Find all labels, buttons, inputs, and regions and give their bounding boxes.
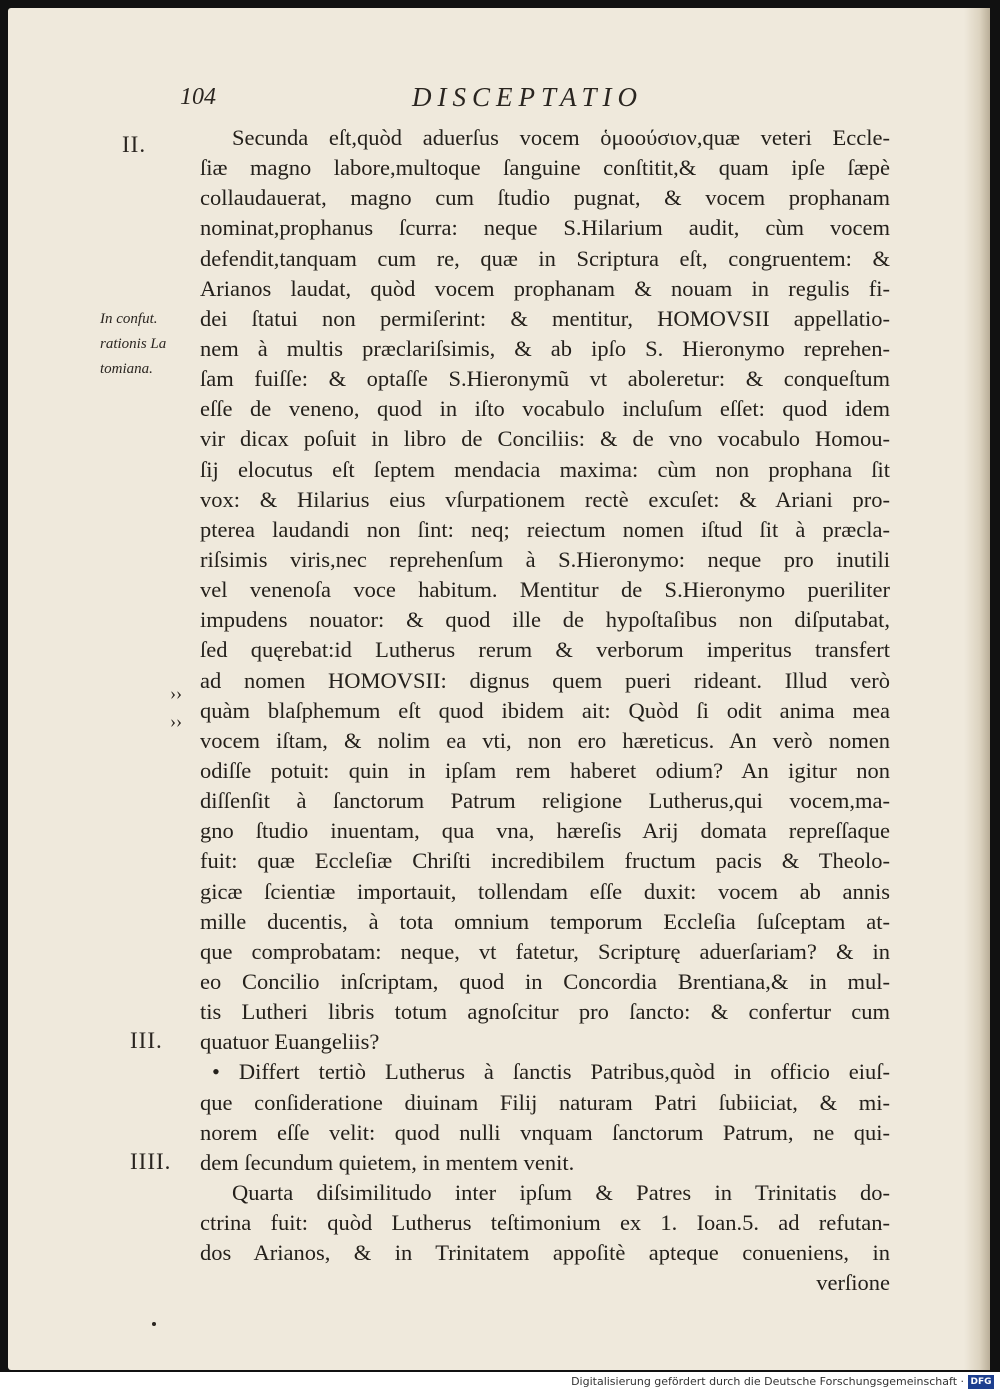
text-line: ſiæ magno labore,multoque ſanguine conſtitit,& quam ipſe ſæpè [200, 155, 890, 181]
dfg-logo-icon: DFG [968, 1375, 994, 1389]
text-line: vel venenoſa voce habitum. Mentitur de S.Hieronymo pueriliter [200, 577, 890, 603]
text-line: impudens nouator: & quod ille de hypoſtaſibus non diſputabat, [200, 607, 890, 633]
text-line: quatuor Euangeliis? [200, 1029, 380, 1055]
text-line: dei ſtatui non permiſerint: & mentitur, HOMOVSII appellatio- [200, 305, 890, 331]
marginal-note-line: rationis La [100, 336, 167, 352]
text-line: vocem iſtam, & nolim ea vti, non ero hæreticus. An verò nomen [200, 727, 890, 753]
text-line: vir dicax poſuit in libro de Conciliis: & de vno vocabulo Homou- [200, 426, 890, 452]
marginal-note-line: tomiana. [100, 361, 153, 377]
text-line: ſed quęrebat:id Lutherus rerum & verborum imperitus transfert [200, 637, 890, 663]
page-number: 104 [180, 84, 216, 110]
text-line: defendit,tanquam cum re, quæ in Scriptura eſt, congruentem: & [200, 245, 890, 271]
text-line: Quarta diſsimilitudo inter ipſum & Patres in Trinitatis do- [232, 1179, 890, 1205]
section-numeral-3: III. [130, 1028, 163, 1053]
text-line: ſij elocutus eſt ſeptem mendacia maxima: cùm non prophana ſit [200, 456, 890, 482]
section-numeral-4: IIII. [130, 1149, 172, 1174]
text-line: pterea laudandi non ſint: neq; reiectum nomen iſtud ſit à præcla- [200, 516, 890, 542]
ink-speck [152, 1322, 156, 1326]
catchword: verſione [816, 1270, 890, 1296]
text-line: eſſe de veneno, quod in iſto vocabulo incluſum eſſet: quod idem [200, 396, 890, 422]
text-line: gicæ ſcientiæ importauit, tollendam eſſe duxit: vocem ab annis [200, 878, 890, 904]
text-line: diſſenſit à ſanctorum Patrum religione Lutherus,qui vocem,ma- [200, 788, 890, 814]
text-line: ſam fuiſſe: & optaſſe S.Hieronymũ vt aboleretur: & conqueſtum [200, 366, 890, 392]
page-header [180, 78, 880, 118]
text-line: eo Concilio inſcriptam, quod in Concordia Brentiana,& in mul- [200, 968, 890, 994]
section-numeral-2: II. [122, 132, 147, 157]
text-line: riſsimis viris,nec reprehenſum à S.Hieronymo: neque pro inutili [200, 546, 890, 572]
text-line: nem à multis præclariſsimis, & ab ipſo S. Hieronymo reprehen- [200, 335, 890, 361]
text-line: vox: & Hilarius eius vſurpationem rectè excuſet: & Ariani pro- [200, 486, 890, 512]
text-line: tis Lutheri libris totum agnoſcitur pro ſancto: & confertur cum [200, 999, 890, 1025]
marginal-note [100, 307, 190, 382]
text-line: Secunda eſt,quòd aduerſus vocem ὁμοούσιον,quæ veteri Eccle- [232, 125, 890, 150]
quote-mark: ›› [170, 683, 182, 703]
body-text [200, 123, 890, 1298]
text-line: Arianos laudat, quòd vocem prophanam & nouam in regulis fi- [200, 275, 890, 301]
text-line: dem ſecundum quietem, in mentem venit. [200, 1149, 575, 1175]
text-line: • Differt tertiò Lutherus à ſanctis Patribus,quòd in officio eiuſ- [212, 1059, 890, 1085]
text-line: ctrina fuit: quòd Lutherus teſtimonium ex 1. Ioan.5. ad refutan- [200, 1210, 890, 1236]
text-line: nominat,prophanus ſcurra: neque S.Hilarium audit, cùm vocem [200, 215, 890, 241]
digitization-footer [0, 1372, 1000, 1393]
text-line: norem eſſe velit: quod nulli vnquam ſanctorum Patrum, ne qui- [200, 1119, 890, 1145]
running-title: DISCEPTATIO [412, 82, 643, 112]
text-line: ad nomen HOMOVSII: dignus quem pueri rideant. Illud verò [200, 667, 890, 693]
text-line: odiſſe potuit: quin in ipſam rem haberet odium? An igitur non [200, 757, 890, 783]
text-line: mille ducentis, à tota omnium temporum Eccleſia ſuſceptam at- [200, 908, 890, 934]
text-line: collaudauerat, magno cum ſtudio pugnat, & vocem prophanam [200, 185, 890, 211]
text-line: fuit: quæ Eccleſiæ Chriſti incredibilem fructum pacis & Theolo- [200, 848, 890, 874]
text-line: gno ſtudio inuentam, qua vna, hæreſis Arij domata repreſſaque [200, 818, 890, 844]
quote-mark: ›› [170, 711, 182, 731]
text-line: quàm blaſphemum eſt quod ibidem ait: Quòd ſi odit anima mea [200, 697, 890, 723]
text-line: dos Arianos, & in Trinitatem appoſitè apteque conueniens, in [200, 1240, 890, 1266]
text-line: que conſideratione diuinam Filij naturam Patri ſubiiciat, & mi- [200, 1089, 890, 1115]
marginal-note-line: In confut. [100, 311, 158, 327]
page-edge-shadow [964, 8, 990, 1370]
text-line: que comprobatam: neque, vt fatetur, Scripturę aduerſariam? & in [200, 938, 890, 964]
footer-credit: Digitalisierung gefördert durch die Deutsche Forschungsgemeinschaft · [571, 1375, 964, 1388]
